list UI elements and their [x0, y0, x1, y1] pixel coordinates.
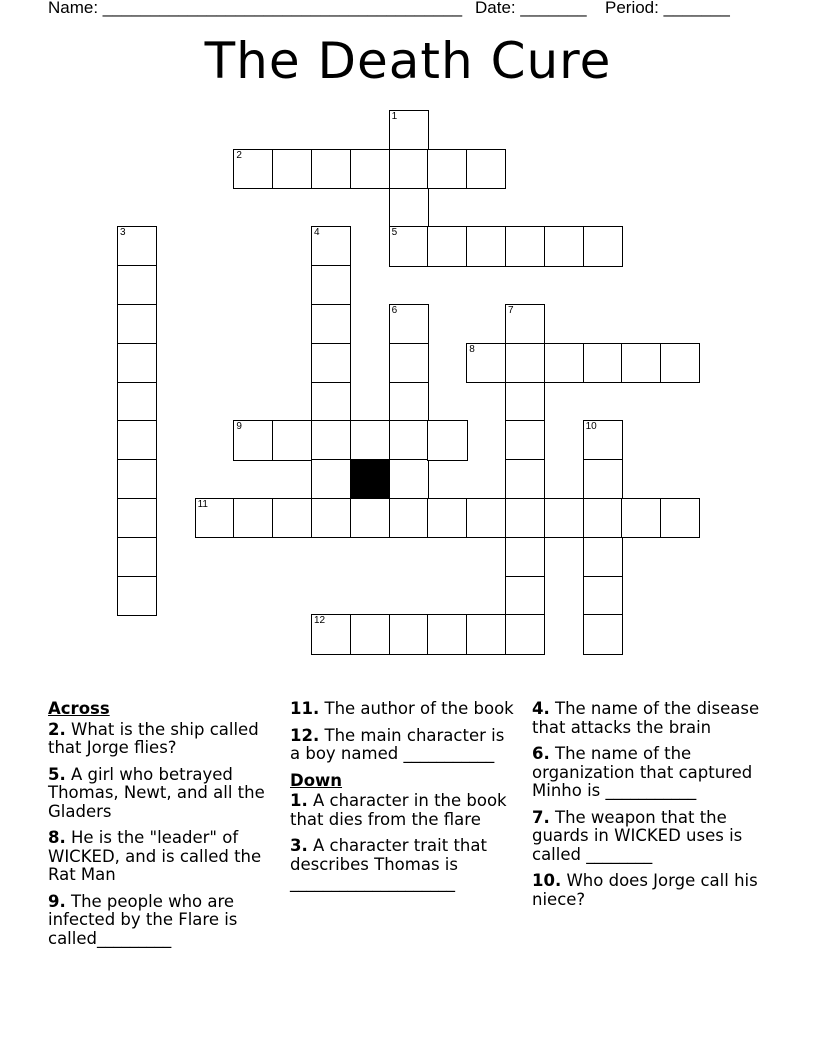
clue-number: 1: [391, 111, 398, 122]
period-field-label: Period: _______: [605, 0, 730, 17]
grid-cell[interactable]: [389, 614, 429, 654]
clue-number: 10: [585, 421, 597, 433]
clue-number: 6: [391, 305, 398, 316]
across-heading: Across: [48, 699, 110, 718]
grid-cell[interactable]: [505, 498, 545, 538]
grid-cell[interactable]: [311, 226, 351, 266]
clue-number: 12: [314, 615, 326, 627]
grid-cell[interactable]: [544, 498, 584, 538]
clue-number: 7: [508, 305, 514, 316]
grid-cell[interactable]: [427, 498, 467, 538]
grid-cell[interactable]: [583, 614, 623, 654]
grid-cell[interactable]: [621, 343, 661, 383]
grid-cell[interactable]: [505, 382, 545, 422]
clue-number: 3: [120, 227, 126, 239]
grid-cell[interactable]: [389, 226, 429, 266]
grid-cell[interactable]: [311, 614, 351, 654]
grid-cell[interactable]: [583, 226, 623, 266]
across-clue: 11. The author of the book: [290, 699, 514, 718]
grid-cell[interactable]: [466, 498, 506, 538]
grid-cell[interactable]: [544, 343, 584, 383]
grid-cell[interactable]: [583, 343, 623, 383]
grid-cell[interactable]: [389, 188, 429, 228]
grid-cell[interactable]: [272, 498, 312, 538]
black-cell: [350, 459, 390, 499]
page-title: The Death Cure: [204, 32, 612, 90]
grid-cell[interactable]: [233, 420, 273, 460]
down-clue: 7. The weapon that the guards in WICKED uses is called ________: [532, 807, 743, 864]
grid-cell[interactable]: [272, 149, 312, 189]
grid-cell[interactable]: [195, 498, 235, 538]
across-clue: 12. The main character is a boy named ___________: [290, 725, 505, 763]
clue-number: 4: [314, 227, 320, 239]
grid-cell[interactable]: [311, 304, 351, 344]
grid-cell[interactable]: [466, 614, 506, 654]
grid-cell[interactable]: [311, 149, 351, 189]
grid-cell[interactable]: [117, 459, 157, 499]
grid-cell[interactable]: [350, 420, 390, 460]
grid-cell[interactable]: [117, 420, 157, 460]
grid-cell[interactable]: [389, 382, 429, 422]
down-heading: Down: [290, 770, 343, 790]
grid-cell[interactable]: [466, 343, 506, 383]
grid-cell[interactable]: [117, 265, 157, 305]
grid-cell[interactable]: [350, 498, 390, 538]
grid-cell[interactable]: [311, 382, 351, 422]
clue-number: 5: [391, 227, 398, 239]
grid-cell[interactable]: [583, 459, 623, 499]
down-clue: 4. The name of the disease that attacks the brain: [532, 699, 760, 737]
grid-cell[interactable]: [505, 226, 545, 266]
grid-cell[interactable]: [389, 304, 429, 344]
grid-cell[interactable]: [505, 459, 545, 499]
grid-cell[interactable]: [117, 576, 157, 616]
grid-cell[interactable]: [427, 149, 467, 189]
grid-cell[interactable]: [466, 149, 506, 189]
grid-cell[interactable]: [389, 420, 429, 460]
across-clue: 9. The people who are infected by the Flare is called_________: [48, 891, 238, 948]
across-clue: 5. A girl who betrayed Thomas, Newt, and all the Gladers: [48, 764, 265, 821]
grid-cell[interactable]: [466, 226, 506, 266]
grid-cell[interactable]: [583, 576, 623, 616]
grid-cell[interactable]: [583, 537, 623, 577]
clue-number: 11: [197, 499, 208, 510]
clue-number: 8: [469, 343, 475, 355]
clue-column-2: [290, 700, 518, 901]
grid-cell[interactable]: [117, 498, 157, 538]
grid-cell[interactable]: [311, 265, 351, 305]
grid-cell[interactable]: [505, 576, 545, 616]
grid-cell[interactable]: [505, 614, 545, 654]
grid-cell[interactable]: [389, 149, 429, 189]
grid-cell[interactable]: [117, 343, 157, 383]
grid-cell[interactable]: [427, 226, 467, 266]
grid-cell[interactable]: [272, 420, 312, 460]
grid-cell[interactable]: [427, 614, 467, 654]
grid-cell[interactable]: [544, 226, 584, 266]
grid-cell[interactable]: [117, 537, 157, 577]
grid-cell[interactable]: [660, 343, 700, 383]
clue-column-1: [48, 700, 283, 956]
across-clue: 8. He is the "leader" of WICKED, and is called the Rat Man: [48, 828, 262, 884]
grid-cell[interactable]: [505, 420, 545, 460]
grid-cell[interactable]: [505, 343, 545, 383]
grid-cell[interactable]: [350, 614, 390, 654]
grid-cell[interactable]: [505, 304, 545, 344]
grid-cell[interactable]: [389, 459, 429, 499]
down-clue: 10. Who does Jorge call his niece?: [532, 871, 758, 909]
grid-cell[interactable]: [233, 498, 273, 538]
clue-number: 2: [236, 149, 242, 161]
grid-cell[interactable]: [311, 343, 351, 383]
grid-cell[interactable]: [311, 459, 351, 499]
grid-cell[interactable]: [583, 420, 623, 460]
grid-cell[interactable]: [233, 149, 273, 189]
grid-cell[interactable]: [117, 226, 157, 266]
down-clue: 3. A character trait that describes Thomas is ____________________: [290, 836, 487, 892]
grid-cell[interactable]: [117, 382, 157, 422]
grid-cell[interactable]: [389, 343, 429, 383]
grid-cell[interactable]: [389, 110, 429, 150]
grid-cell[interactable]: [621, 498, 661, 538]
grid-cell[interactable]: [427, 420, 467, 460]
grid-cell[interactable]: [117, 304, 157, 344]
clue-column-3: [532, 700, 772, 917]
name-field-label: Name: ______________________________________: [48, 0, 463, 17]
grid-cell[interactable]: [389, 498, 429, 538]
grid-cell[interactable]: [350, 149, 390, 189]
date-field-label: Date: _______: [475, 0, 587, 17]
grid-cell[interactable]: [505, 537, 545, 577]
grid-cell[interactable]: [311, 420, 351, 460]
grid-cell[interactable]: [660, 498, 700, 538]
grid-cell[interactable]: [583, 498, 623, 538]
down-clue: 1. A character in the book that dies from the flare: [290, 791, 507, 829]
grid-cell[interactable]: [311, 498, 351, 538]
across-clue: 2. What is the ship called that Jorge flies?: [48, 719, 259, 757]
clue-number: 9: [236, 421, 242, 433]
down-clue: 6. The name of the organization that captured Minho is ___________: [532, 744, 753, 800]
